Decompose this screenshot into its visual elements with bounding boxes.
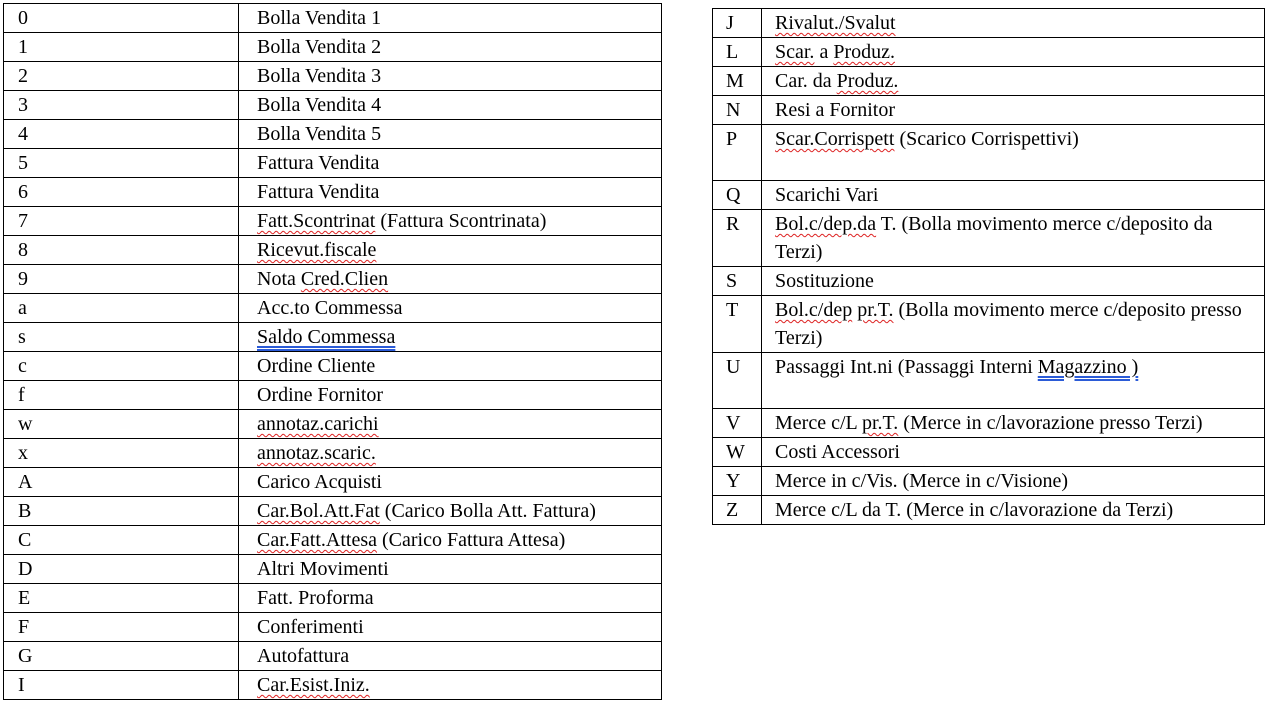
table-row [4,671,662,700]
code-cell: 4 [4,120,239,149]
description-cell [762,9,1265,38]
spellcheck-marked-text: Saldo Commessa [257,326,396,348]
description-cell [239,468,662,497]
code-cell: I [4,671,239,700]
description-cell [762,125,1265,181]
description-cell [762,267,1265,296]
description-text: Passaggi Int.ni (Passaggi Interni [775,356,1038,378]
code-cell: 8 [4,236,239,265]
table-row [4,4,662,33]
description-cell [762,96,1265,125]
spellcheck-marked-text: Magazzino ) [1037,356,1139,378]
table-row [4,642,662,671]
spellcheck-marked-text: annotaz.scaric. [257,442,376,464]
description-text: (Scarico Corrispettivi) [894,128,1079,150]
description-cell [239,265,662,294]
description-text: Merce in c/Vis. (Merce in c/Visione) [775,470,1069,492]
table-row [4,555,662,584]
description-text: Ordine Fornitor [257,384,384,406]
table-row [4,526,662,555]
description-text: Altri Movimenti [257,558,389,580]
table-row [713,496,1265,525]
description-cell [239,410,662,439]
description-text: Merce c/L [775,412,862,434]
code-cell: 7 [4,207,239,236]
code-cell: F [4,613,239,642]
description-cell [239,91,662,120]
table-row [4,207,662,236]
description-cell [239,497,662,526]
code-cell: R [713,210,762,267]
description-text: Bolla Vendita 4 [257,94,382,116]
description-text: (Merce in c/lavorazione presso Terzi) [898,412,1203,434]
description-cell [239,439,662,468]
description-cell [239,526,662,555]
description-text: Fattura Vendita [257,152,380,174]
spellcheck-marked-text: Scar.Corrispett [775,128,895,150]
code-cell: V [713,409,762,438]
description-cell [762,496,1265,525]
table-row [4,62,662,91]
code-cell: Z [713,496,762,525]
code-cell: G [4,642,239,671]
table-row [4,120,662,149]
table-row [713,125,1265,181]
description-cell [239,62,662,91]
description-text: Sostituzione [775,270,874,292]
right-code-table [712,8,1265,525]
description-text: Bolla Vendita 1 [257,7,382,29]
code-cell: 9 [4,265,239,294]
table-row [4,468,662,497]
table-row [4,497,662,526]
table-row [713,467,1265,496]
description-cell [239,671,662,700]
code-cell: W [713,438,762,467]
table-row [4,33,662,62]
description-text: Costi Accessori [775,441,900,463]
description-cell [239,642,662,671]
code-cell: B [4,497,239,526]
spellcheck-marked-text: Car.Bol.Att.Fat [257,500,380,522]
code-cell: f [4,381,239,410]
description-cell [239,613,662,642]
table-row [4,294,662,323]
spellcheck-marked-text: Car.Fatt.Attesa [257,529,377,551]
table-row [4,613,662,642]
code-cell: w [4,410,239,439]
code-cell: C [4,526,239,555]
spellcheck-marked-text: Ricevut.fiscale [257,239,377,261]
description-cell [239,149,662,178]
description-text: Scarichi Vari [775,184,879,206]
code-cell: U [713,353,762,409]
code-cell: M [713,67,762,96]
table-row [4,410,662,439]
description-cell [762,181,1265,210]
description-cell [762,353,1265,409]
description-text: Carico Acquisti [257,471,382,493]
description-text: Merce c/L da T. (Merce in c/lavorazione da Terzi) [775,499,1174,521]
code-cell: T [713,296,762,353]
description-cell [239,381,662,410]
table-row [4,439,662,468]
description-text: Bolla Vendita 2 [257,36,382,58]
table-row [713,67,1265,96]
spellcheck-marked-text: Rivalut./Svalut [775,12,896,34]
table-row [713,438,1265,467]
table-row [4,178,662,207]
table-row [713,181,1265,210]
table-row [713,267,1265,296]
code-cell: P [713,125,762,181]
code-cell: c [4,352,239,381]
description-text: a [814,41,834,63]
spellcheck-marked-text: Bol.c/dep.da [775,213,877,235]
description-cell [239,323,662,352]
description-text: (Carico Bolla Att. Fattura) [379,500,596,522]
spellcheck-marked-text: pr.T. [861,412,899,434]
table-row [4,236,662,265]
description-cell [762,467,1265,496]
code-cell: a [4,294,239,323]
description-cell [762,438,1265,467]
description-text: Bolla Vendita 5 [257,123,382,145]
code-cell: 5 [4,149,239,178]
table-row [713,38,1265,67]
description-text: (Carico Fattura Attesa) [376,529,566,551]
code-cell: E [4,584,239,613]
code-cell: 6 [4,178,239,207]
description-cell [762,210,1265,267]
description-cell [239,584,662,613]
table-row [4,584,662,613]
code-cell: D [4,555,239,584]
code-cell: N [713,96,762,125]
spellcheck-marked-text: Bol.c/dep [775,299,853,321]
spellcheck-marked-text: Scar. [775,41,815,63]
description-cell [239,120,662,149]
spellcheck-marked-text: Produz. [836,70,899,92]
description-cell [239,178,662,207]
right-table-body [713,9,1265,525]
code-cell: 0 [4,4,239,33]
table-row [4,265,662,294]
description-text: Ordine Cliente [257,355,376,377]
code-cell: Y [713,467,762,496]
description-text: Autofattura [257,645,350,667]
description-text: Car. da [775,70,837,92]
description-text: Nota [257,268,301,290]
description-text: Resi a Fornitor [775,99,895,121]
spellcheck-marked-text: Cred.Clien [300,268,389,290]
table-row [713,210,1265,267]
left-code-table [3,3,662,700]
code-cell: A [4,468,239,497]
description-text: Bolla Vendita 3 [257,65,382,87]
table-row [4,381,662,410]
spellcheck-marked-text: Produz. [833,41,895,63]
code-cell: x [4,439,239,468]
description-text: Fatt. Proforma [257,587,374,609]
table-row [4,323,662,352]
table-row [713,296,1265,353]
spellcheck-marked-text: pr.T. [857,299,894,321]
table-row [4,352,662,381]
description-cell [239,4,662,33]
description-text: (Bolla movimento merce c/deposito presso Terzi) [775,299,1242,349]
table-row [4,91,662,120]
description-cell [762,409,1265,438]
description-cell [239,294,662,323]
code-cell: L [713,38,762,67]
code-cell: 2 [4,62,239,91]
table-row [713,409,1265,438]
code-cell: J [713,9,762,38]
table-row [713,9,1265,38]
code-cell: Q [713,181,762,210]
description-cell [239,33,662,62]
code-cell: 1 [4,33,239,62]
spellcheck-marked-text: Fatt.Scontrinat [257,210,376,232]
description-text: (Fattura Scontrinata) [375,210,547,232]
spellcheck-marked-text: annotaz.carichi [257,413,379,435]
spellcheck-marked-text: Car.Esist.Iniz. [257,674,370,696]
description-cell [762,38,1265,67]
description-cell [239,555,662,584]
description-text: Conferimenti [257,616,364,638]
table-row [4,149,662,178]
description-cell [239,236,662,265]
description-cell [762,296,1265,353]
description-text: T. (Bolla movimento merce c/deposito da Terzi) [775,213,1213,263]
code-cell: s [4,323,239,352]
code-cell: S [713,267,762,296]
left-table-body [4,4,662,700]
table-row [713,353,1265,409]
description-cell [239,352,662,381]
description-cell [762,67,1265,96]
code-cell: 3 [4,91,239,120]
description-text: Fattura Vendita [257,181,380,203]
table-row [713,96,1265,125]
description-text: Acc.to Commessa [257,297,403,319]
description-cell [239,207,662,236]
